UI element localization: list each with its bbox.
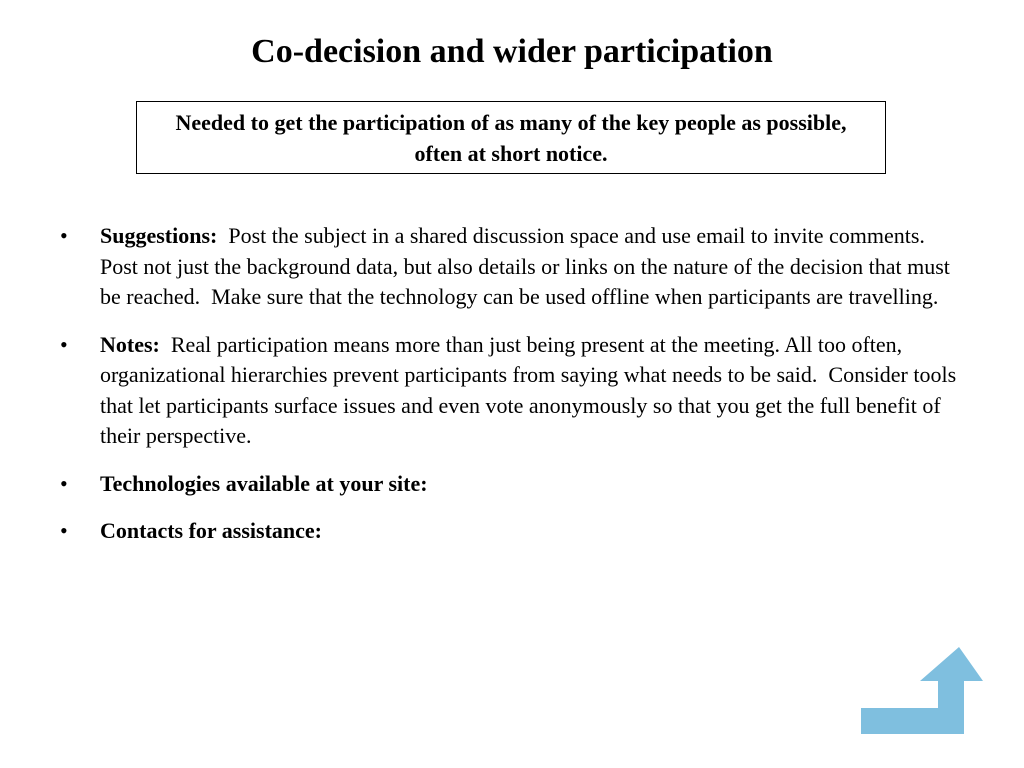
bullet-marker: • [60,223,68,248]
bullet-label: Notes: [100,331,160,357]
return-arrow-icon[interactable] [860,646,984,736]
bullet-label: Contacts for assistance: [100,518,323,543]
bullet-label: Technologies available at your site: [100,470,428,496]
bullet-notes [60,330,970,452]
bullet-contacts [60,516,970,547]
bullet-technologies [60,469,970,500]
bullet-text: Post the subject in a shared discussion space and use email to invite comments. Post not just the background data, but also details or links on the nature of the decision that must be reached. Make sure that the technology can be used offline when participants are travelling. [100,223,956,309]
bullet-text: Real participation means more than just being present at the meeting. All too often, organizational hierarchies prevent participants from saying what needs to be said. Consider tools that let participants surface issues and even vote anonymously so that you get the full benefit of their perspective. [100,331,962,448]
bullet-label: Suggestions: [100,223,218,248]
callout-box [136,101,886,174]
bullet-marker: • [60,470,68,496]
bullet-marker: • [60,331,68,357]
callout-text: Needed to get the participation of as many of the key people as possible, often at short notice. [175,109,847,166]
bullet-suggestions [60,221,970,313]
slide-title: Co-decision and wider participation [251,33,773,70]
bullet-marker: • [60,518,68,543]
bullet-list [60,221,970,564]
